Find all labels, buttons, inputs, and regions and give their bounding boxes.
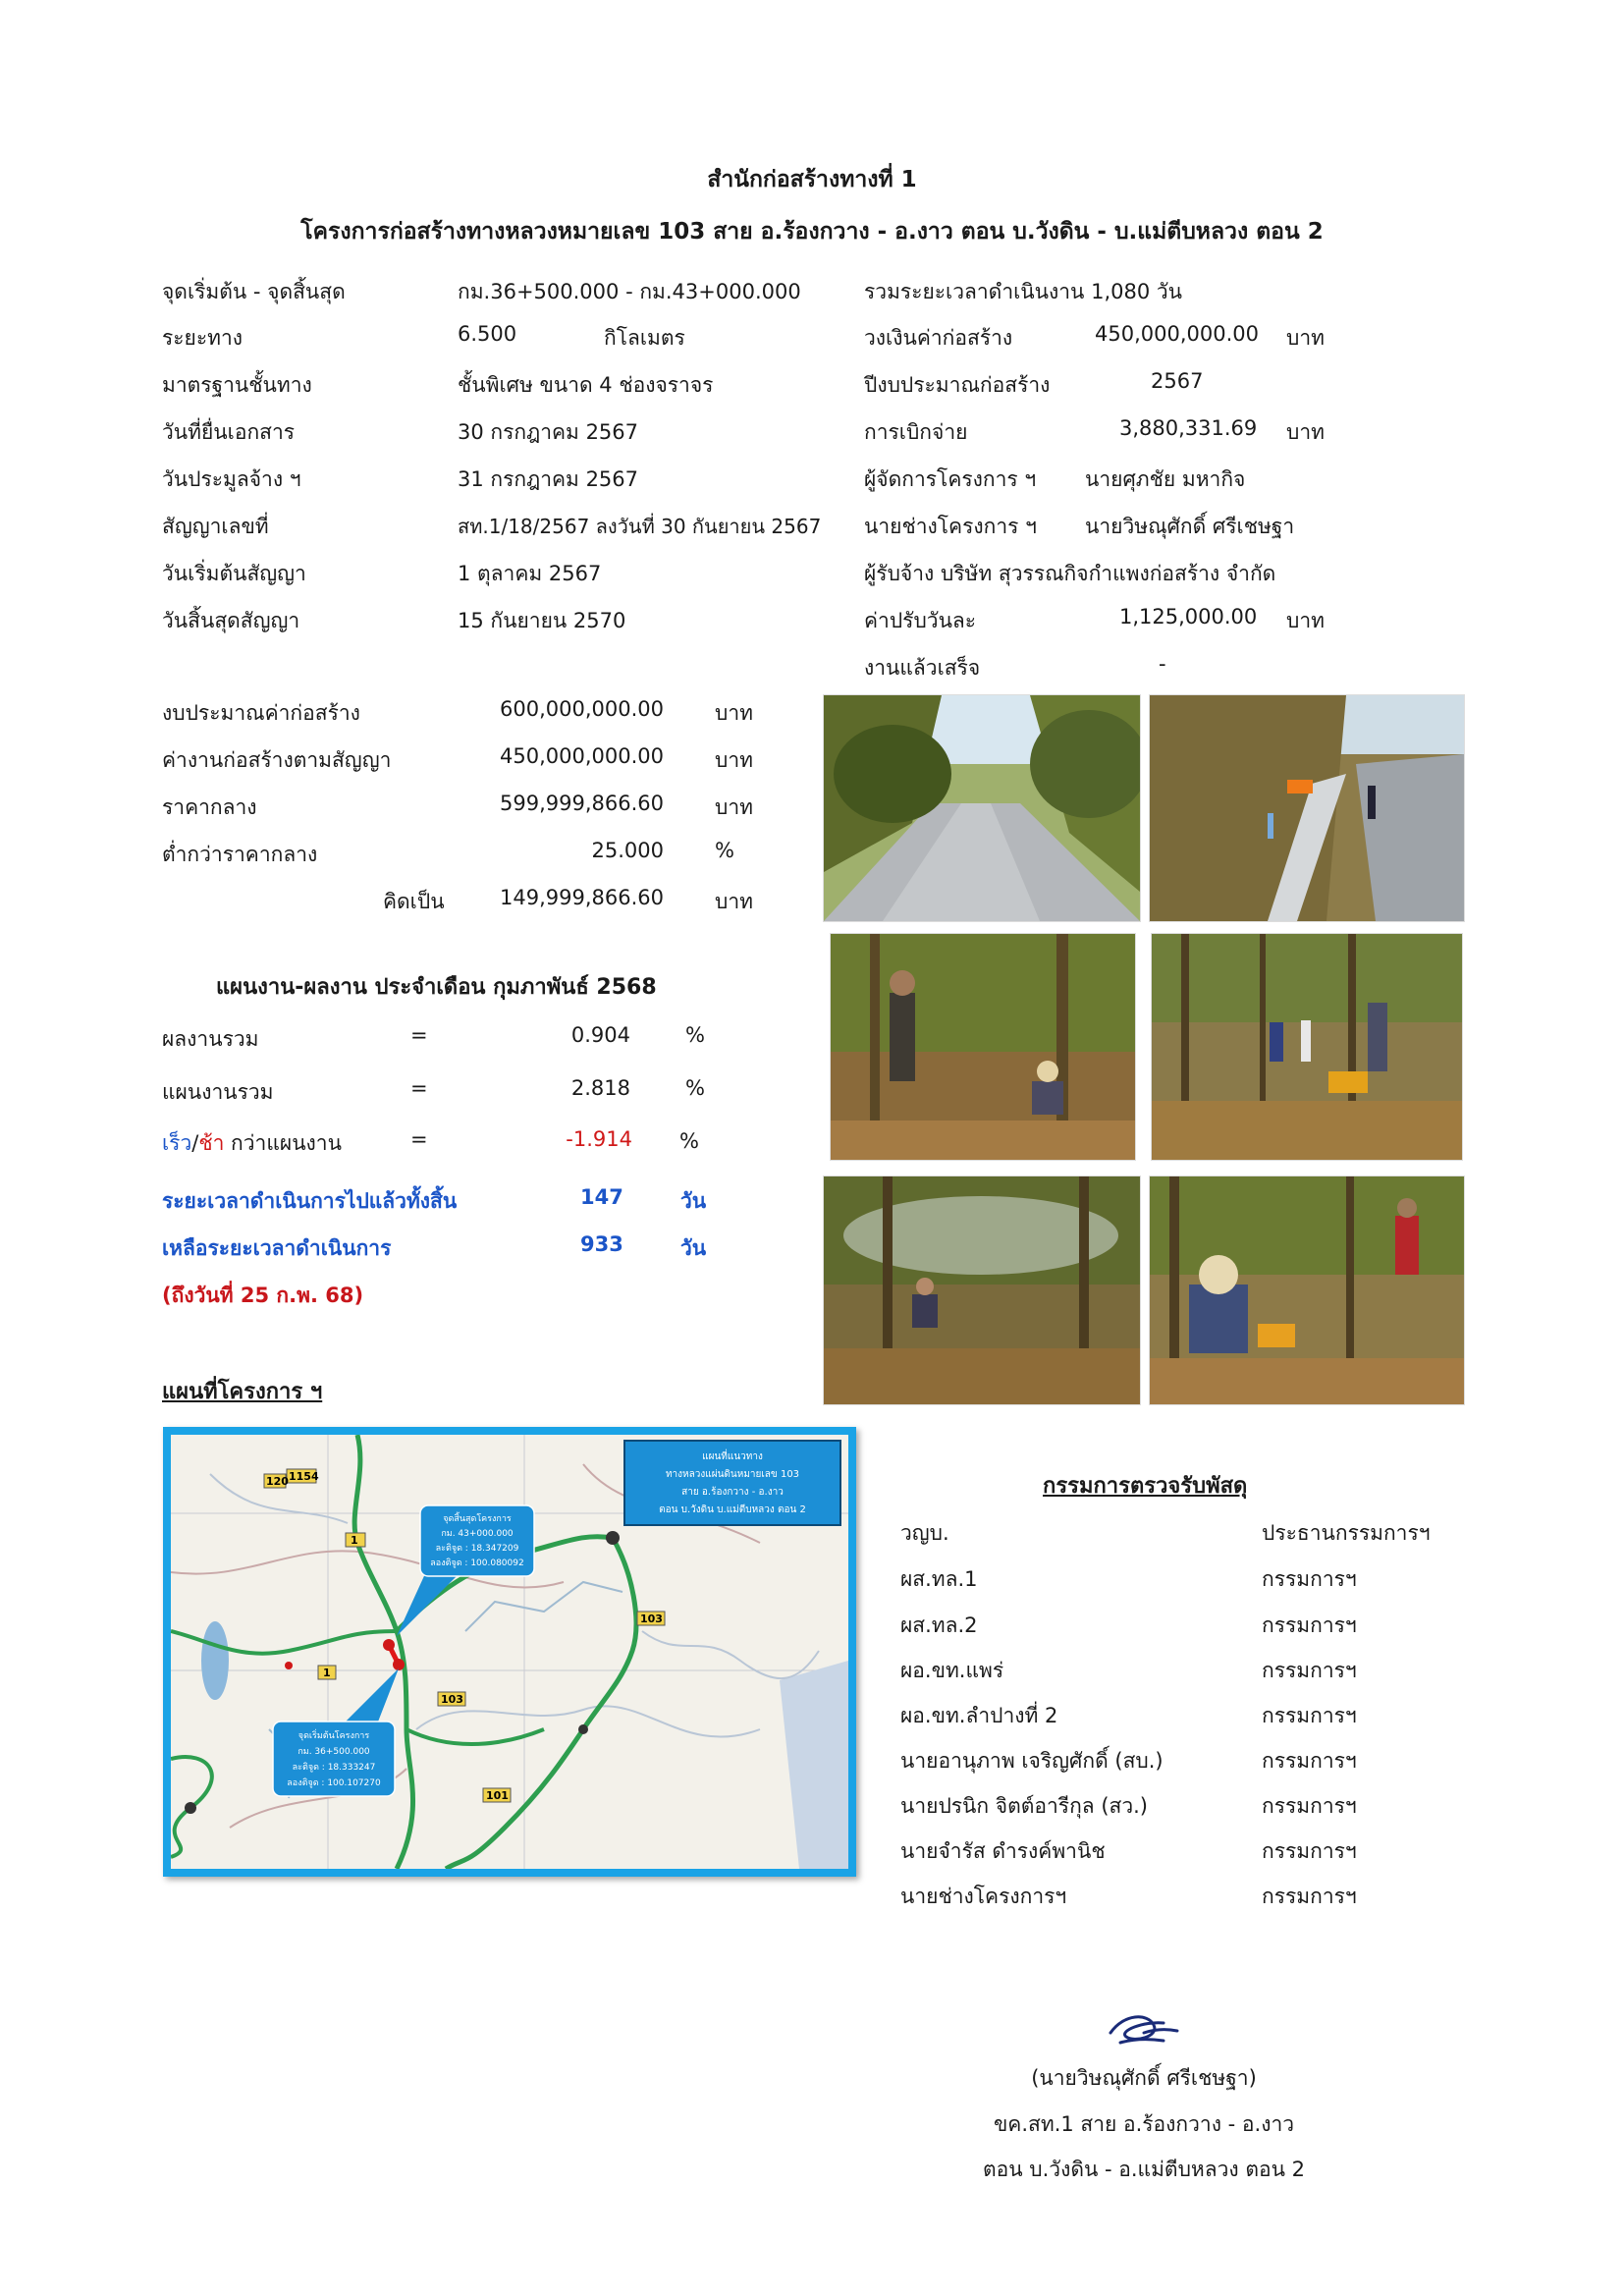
committee-role: กรรมการฯ	[1262, 1659, 1357, 1682]
elapsed-unit: วัน	[680, 1189, 707, 1213]
info-label: มาตรฐานชั้นทาง	[162, 373, 312, 397]
committee-role: กรรมการฯ	[1262, 1613, 1357, 1637]
route-label: 103	[441, 1693, 463, 1706]
progress-label: แผนงานรวม	[162, 1080, 274, 1104]
progress-value: 2.818	[570, 1076, 630, 1100]
start-callout-line: ละติจูด : 18.333247	[292, 1763, 376, 1773]
committee-member: วญบ.	[900, 1521, 949, 1545]
progress-unit: %	[679, 1129, 699, 1153]
info-unit: บาท	[1286, 326, 1325, 350]
roadside-crew-photo	[1149, 694, 1465, 922]
route-label: 101	[486, 1789, 509, 1802]
info-label: ผู้จัดการโครงการ ฯ	[864, 467, 1037, 491]
progress-value: -1.914	[566, 1127, 632, 1151]
budget-value: 599,999,866.60	[500, 792, 664, 815]
info-value: 3,880,331.69	[1119, 416, 1258, 440]
route-label: 103	[640, 1613, 663, 1625]
info-label: วันประมูลจ้าง ฯ	[162, 467, 301, 491]
end-callout-line: จุดสิ้นสุดโครงการ	[443, 1514, 512, 1524]
progress-value: 0.904	[570, 1023, 630, 1047]
info-label: สัญญาเลขที่	[162, 515, 269, 538]
info-value: -	[1159, 652, 1166, 676]
info-value: นายวิษณุศักดิ์ ศรีเชษฐา	[1085, 515, 1295, 538]
info-unit: บาท	[1286, 609, 1325, 632]
info-unit: กิโลเมตร	[604, 326, 685, 350]
budget-label: คิดเป็น	[383, 890, 445, 913]
budget-unit: บาท	[715, 890, 753, 913]
info-value: ชั้นพิเศษ ขนาด 4 ช่องจราจร	[458, 373, 714, 397]
committee-role: กรรมการฯ	[1262, 1749, 1357, 1773]
info-label: ปีงบประมาณก่อสร้าง	[864, 373, 1051, 397]
info-value: 15 กันยายน 2570	[458, 609, 626, 632]
info-value: กม.36+500.000 - กม.43+000.000	[458, 280, 801, 303]
info-label: วันสิ้นสุดสัญญา	[162, 609, 300, 632]
route-label: 1	[351, 1534, 358, 1547]
route-label: 120	[266, 1475, 289, 1488]
info-label: งานแล้วเสร็จ	[864, 656, 981, 680]
map-legend-line: สาย อ.ร้องกวาง - อ.งาว	[681, 1487, 784, 1498]
info-value: 1 ตุลาคม 2567	[458, 562, 602, 585]
budget-unit: บาท	[715, 748, 753, 772]
info-value: 30 กรกฎาคม 2567	[458, 420, 639, 444]
elapsed-label: ระยะเวลาดำเนินการไปแล้วทั้งสิ้น	[162, 1189, 458, 1213]
remaining-value: 933	[580, 1232, 623, 1256]
info-value: สท.1/18/2567 ลงวันที่ 30 กันยายน 2567	[458, 515, 822, 538]
committee-role: ประธานกรรมการฯ	[1262, 1521, 1431, 1545]
start-callout-line: กม. 36+500.000	[298, 1747, 370, 1757]
committee-role: กรรมการฯ	[1262, 1839, 1357, 1863]
field-recording-photo	[1149, 1175, 1465, 1405]
committee-member: นายช่างโครงการฯ	[900, 1885, 1067, 1908]
project-map	[163, 1427, 856, 1877]
budget-label: ราคากลาง	[162, 795, 257, 819]
committee-member: นายอานุภาพ เจริญศักดิ์ (สบ.)	[900, 1749, 1164, 1773]
info-value: 450,000,000.00	[1095, 322, 1259, 346]
label-rest: กว่าแผนงาน	[224, 1131, 342, 1155]
start-callout-line: ลองติจูด : 100.107270	[287, 1778, 381, 1788]
progress-label	[162, 1127, 342, 1160]
info-label: การเบิกจ่าย	[864, 420, 968, 444]
committee-member: ผอ.ขท.ลำปางที่ 2	[900, 1704, 1058, 1727]
route-label: 1154	[289, 1470, 319, 1483]
budget-value: 600,000,000.00	[500, 697, 664, 721]
budget-unit: บาท	[715, 701, 753, 725]
info-label: รวมระยะเวลาดำเนินงาน 1,080 วัน	[864, 280, 1183, 303]
info-value: 31 กรกฎาคม 2567	[458, 467, 639, 491]
survey-forest-photo	[830, 933, 1136, 1161]
signer-name: (นายวิษณุศักดิ์ ศรีเชษฐา)	[1031, 2066, 1257, 2090]
info-label: วันเริ่มต้นสัญญา	[162, 562, 306, 585]
signature-mark	[1105, 2003, 1183, 2052]
end-callout-line: ละติจูด : 18.347209	[435, 1544, 519, 1554]
budget-label: ต่ำกว่าราคากลาง	[162, 843, 318, 866]
map-legend-line: ทางหลวงแผ่นดินหมายเลข 103	[665, 1469, 800, 1480]
info-label: จุดเริ่มต้น - จุดสิ้นสุด	[162, 280, 346, 303]
digging-crew-photo	[1151, 933, 1463, 1161]
map-heading: แผนที่โครงการ ฯ	[162, 1380, 323, 1404]
signer-position: ขค.สท.1 สาย อ.ร้องกวาง - อ.งาว	[993, 2112, 1295, 2136]
end-callout-line: กม. 43+000.000	[441, 1529, 514, 1539]
committee-role: กรรมการฯ	[1262, 1794, 1357, 1818]
project-title: โครงการก่อสร้างทางหลวงหมายเลข 103 สาย อ.ร้องกวาง - อ.งาว ตอน บ.วังดิน - บ.แม่ตีบหลวง ตอน 2	[300, 219, 1324, 245]
info-label: ผู้รับจ้าง บริษัท สุวรรณกิจกำแพงก่อสร้าง จำกัด	[864, 562, 1276, 585]
committee-role: กรรมการฯ	[1262, 1704, 1357, 1727]
start-callout-line: จุดเริ่มต้นโครงการ	[298, 1731, 370, 1741]
committee-member: นายจำรัส ดำรงค์พานิช	[900, 1839, 1106, 1863]
info-value: นายศุภชัย มหากิจ	[1085, 467, 1246, 491]
info-label: วงเงินค่าก่อสร้าง	[864, 326, 1013, 350]
info-unit: บาท	[1286, 420, 1325, 444]
budget-unit: บาท	[715, 795, 753, 819]
route-label: 1	[323, 1667, 331, 1679]
signer-section: ตอน บ.วังดิน - อ.แม่ตีบหลวง ตอน 2	[983, 2158, 1305, 2181]
separator: /	[191, 1131, 199, 1155]
progress-heading: แผนงาน-ผลงาน ประจำเดือน กุมภาพันธ์ 2568	[216, 975, 657, 1000]
road-photo	[823, 694, 1141, 922]
info-label: วันที่ยื่นเอกสาร	[162, 420, 296, 444]
remaining-label: เหลือระยะเวลาดำเนินการ	[162, 1236, 392, 1260]
committee-heading: กรรมการตรวจรับพัสดุ	[1043, 1474, 1248, 1499]
info-value: 6.500	[458, 322, 517, 346]
map-legend-line: แผนที่แนวทาง	[702, 1451, 763, 1462]
remaining-unit: วัน	[680, 1236, 707, 1260]
office-title: สำนักก่อสร้างทางที่ 1	[707, 167, 917, 192]
slope-worker-photo	[823, 1175, 1141, 1405]
committee-member: นายปรนิก จิตต์อารีกุล (สว.)	[900, 1794, 1148, 1818]
progress-label: ผลงานรวม	[162, 1027, 259, 1051]
info-label: ระยะทาง	[162, 326, 244, 350]
budget-value: 25.000	[591, 839, 664, 862]
progress-unit: %	[685, 1076, 705, 1100]
budget-unit: %	[715, 839, 734, 862]
slow-label: ช้า	[198, 1131, 225, 1155]
as-of-date: (ถึงวันที่ 25 ก.พ. 68)	[162, 1284, 364, 1307]
budget-value: 149,999,866.60	[500, 886, 664, 909]
info-value: 1,125,000.00	[1119, 605, 1258, 629]
progress-eq: =	[410, 1127, 428, 1151]
progress-eq: =	[410, 1023, 428, 1047]
map-legend-line: ตอน บ.วังดิน บ.แม่ตีบหลวง ตอน 2	[659, 1504, 806, 1515]
elapsed-value: 147	[580, 1185, 623, 1209]
info-label: นายช่างโครงการ ฯ	[864, 515, 1037, 538]
budget-value: 450,000,000.00	[500, 744, 664, 768]
committee-member: ผส.ทล.1	[900, 1567, 978, 1591]
progress-eq: =	[410, 1076, 428, 1100]
fast-label: เร็ว	[162, 1131, 192, 1155]
info-label: ค่าปรับวันละ	[864, 609, 977, 632]
committee-role: กรรมการฯ	[1262, 1885, 1357, 1908]
committee-member: ผอ.ขท.แพร่	[900, 1659, 1004, 1682]
end-callout-line: ลองติจูด : 100.080092	[430, 1558, 524, 1568]
budget-label: งบประมาณค่าก่อสร้าง	[162, 701, 360, 725]
committee-role: กรรมการฯ	[1262, 1567, 1357, 1591]
progress-unit: %	[685, 1023, 705, 1047]
committee-member: ผส.ทล.2	[900, 1613, 978, 1637]
info-value: 2567	[1151, 369, 1204, 393]
budget-label: ค่างานก่อสร้างตามสัญญา	[162, 748, 392, 772]
